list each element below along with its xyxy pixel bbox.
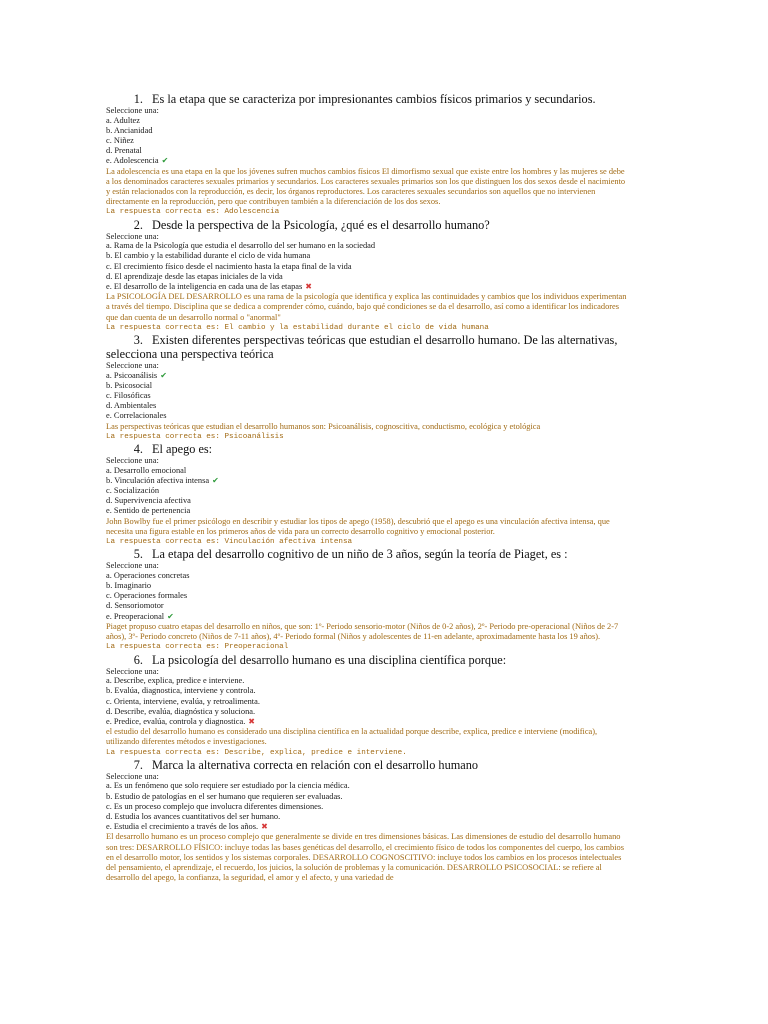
answer-option-label: c. Niñez — [106, 136, 134, 145]
answer-option-label: b. Evalúa, diagnostica, interviene y controla. — [106, 686, 256, 696]
question-title — [106, 547, 630, 561]
answer-option[interactable] — [106, 822, 630, 832]
question-title — [106, 442, 630, 456]
answer-option-label: e. El desarrollo de la inteligencia en cada una de las etapas — [106, 282, 303, 292]
question-text: La psicología del desarrollo humano es una disciplina científica porque: — [152, 652, 507, 667]
question-number: 7. — [133, 757, 143, 772]
question-block — [106, 442, 630, 547]
checkmark-icon: ✔ — [161, 156, 169, 166]
feedback-text: el estudio del desarrollo humano es considerado una disciplina científica en la actualidad porque describe, explica, predice e interviene (modifica), utilizando diferentes métodos e investigaciones. — [106, 727, 598, 747]
cross-icon: ✖ — [261, 822, 268, 832]
answer-option-label: a. Adultez — [106, 115, 140, 125]
answer-option[interactable] — [106, 381, 630, 391]
answer-option[interactable] — [106, 697, 630, 707]
answer-option[interactable] — [106, 391, 630, 401]
question-number: 4. — [133, 442, 143, 457]
select-one-label: Seleccione una: — [106, 231, 159, 241]
answer-option[interactable] — [106, 781, 630, 791]
select-one-label: Seleccione una: — [106, 361, 159, 371]
feedback-text: Las perspectivas teóricas que estudian el desarrollo humanos son: Psicoanálisis, cognoscitiva, conductismo, ecológica y etológica — [106, 421, 541, 431]
question-number: 3. — [133, 333, 143, 348]
answer-option[interactable] — [106, 486, 630, 496]
question-block — [106, 92, 630, 218]
answer-option-label: b. Ancianidad — [106, 125, 153, 135]
select-one-label: Seleccione una: — [106, 456, 159, 466]
question-title — [106, 333, 630, 361]
checkmark-icon: ✔ — [212, 475, 219, 485]
answer-option[interactable] — [106, 126, 630, 136]
feedback-text: Piaget propuso cuatro etapas del desarrollo en niños, que son: 1º- Periodo sensorio-motor (Niños de 0-2 años), 2º- Periodo pre-operacional (Niños de 2-7 años), 3º- Periodo concreto (Niños de 7-11 años), 4º- Periodo formal (Niños y adolescentes de 11-en adelante, aproximadamente hasta los 19 años). — [106, 621, 619, 642]
answer-option-label: b. Vinculación afectiva intensa — [106, 475, 210, 485]
question-number: 5. — [133, 547, 143, 562]
answer-option[interactable] — [106, 466, 630, 476]
answer-option-label: c. Operaciones formales — [106, 591, 188, 601]
feedback-text: John Bowlby fue el primer psicólogo en describir y estudiar los tipos de apego (1958), descubrió que el apego es una vinculación afectiva intensa, que necesita una figura estable en los primeros años de vida para un correcto desarrollo cognitivo y emocional posterior. — [106, 516, 610, 536]
answer-option-label: c. El crecimiento físico desde el nacimiento hasta la etapa final de la vida — [106, 261, 352, 271]
question-text: Marca la alternativa correcta en relación con el desarrollo humano — [152, 757, 479, 772]
answer-option[interactable] — [106, 496, 630, 506]
correct-answer-text: La respuesta correcta es: Vinculación afectiva intensa — [106, 538, 353, 547]
answer-option-label: b. Imaginario — [106, 581, 152, 591]
feedback-text: La PSICOLOGÍA DEL DESARROLLO es una rama de la psicología que identifica y explica las continuidades y cambios que los individuos experimentan a través del tiempo. Disciplina que se dedica a comprender cómo, cuándo, bajo qué condiciones se da el desarrollo, así como a identificar los indicadores que dan cuenta de un desarrollo normal o "anormal" — [106, 292, 627, 322]
question-text: El apego es: — [152, 442, 213, 457]
answer-option[interactable] — [106, 411, 630, 421]
question-text: Desde la perspectiva de la Psicología, ¿qué es el desarrollo humano? — [152, 217, 490, 232]
answer-option[interactable] — [106, 686, 630, 696]
correct-answer-text: La respuesta correcta es: Psicoanálisis — [106, 432, 284, 441]
question-block — [106, 333, 630, 442]
answer-option-label: d. Sensoriomotor — [106, 601, 164, 611]
correct-answer-text: La respuesta correcta es: Preoperacional — [106, 643, 289, 652]
answer-option-label: a. Rama de la Psicología que estudia el desarrollo del ser humano en la sociedad — [106, 241, 376, 251]
answer-option[interactable] — [106, 581, 630, 591]
answer-option[interactable] — [106, 506, 630, 516]
answer-option-label: c. Orienta, interviene, evalúa, y retroalimenta. — [106, 696, 260, 706]
select-one-label: Seleccione una: — [106, 666, 159, 676]
answer-option-label: d. Describe, evalúa, diagnóstica y soluciona. — [106, 706, 256, 716]
answer-option[interactable] — [106, 401, 630, 411]
answer-option-label: b. Estudio de patologías en el ser humano que requieren ser evaluadas. — [106, 791, 343, 801]
answer-option-label: c. Es un proceso complejo que involucra diferentes dimensiones. — [106, 801, 324, 811]
quiz-review — [106, 92, 630, 883]
answer-option-label: a. Es un fenómeno que solo requiere ser estudiado por la ciencia médica. — [106, 781, 350, 791]
question-text: La etapa del desarrollo cognitivo de un niño de 3 años, según la teoría de Piaget, es : — [152, 547, 568, 562]
answer-option-label: e. Estudia el crecimiento a través de los años. — [106, 822, 259, 832]
answer-option[interactable] — [106, 156, 630, 166]
question-number: 2. — [133, 217, 143, 232]
question-title — [106, 92, 630, 106]
answer-option-label: a. Psicoanálisis — [106, 370, 158, 380]
answer-option-label: c. Socialización — [106, 486, 160, 496]
answer-option-label: e. Predice, evalúa, controla y diagnostica. — [106, 716, 246, 726]
answer-option[interactable] — [106, 282, 630, 292]
answer-option[interactable] — [106, 272, 630, 282]
answer-option-label: a. Describe, explica, predice e interviene. — [106, 676, 245, 686]
feedback-text: La adolescencia es una etapa en la que los jóvenes sufren muchos cambios físicos El dimorfismo sexual que existe entre los hombres y las mujeres se debe a los denominados caracteres sexuales primarios y secundarios. Los caracteres sexuales primarios son los que distinguen los dos sexos desde el nacimiento y están relacionados con la reproducción, es decir, los órganos reproductores. Los caracteres sexuales secundarios son aquellos que no intervienen directamente en la reproducción, pero que contribuyen también a la diferenciación de los dos sexos. — [106, 166, 626, 207]
select-one-label: Seleccione una: — [106, 561, 159, 571]
question-title — [106, 758, 630, 772]
answer-option[interactable] — [106, 612, 630, 622]
cross-icon: ✖ — [305, 282, 312, 292]
answer-option[interactable] — [106, 251, 630, 261]
question-title — [106, 218, 630, 232]
question-title — [106, 653, 630, 667]
answer-option[interactable] — [106, 717, 630, 727]
answer-option[interactable] — [106, 802, 630, 812]
select-one-label: Seleccione una: — [106, 771, 159, 781]
answer-option[interactable] — [106, 476, 630, 486]
question-block — [106, 218, 630, 333]
answer-option[interactable] — [106, 676, 630, 686]
answer-option-label: b. Psicosocial — [106, 380, 153, 390]
answer-option-label: a. Operaciones concretas — [106, 570, 190, 580]
answer-option-label: c. Filosóficas — [106, 391, 151, 401]
correct-answer-text: La respuesta correcta es: El cambio y la estabilidad durante el ciclo de vida humana — [106, 323, 489, 332]
answer-option-label: e. Preoperacional — [106, 611, 165, 621]
answer-option[interactable] — [106, 146, 630, 156]
answer-option[interactable] — [106, 707, 630, 717]
question-number: 6. — [133, 652, 143, 667]
select-one-label: Seleccione una: — [106, 106, 159, 115]
answer-option-label: e. Adolescencia — [106, 156, 159, 166]
question-block — [106, 547, 630, 652]
answer-option[interactable] — [106, 601, 630, 611]
answer-option[interactable] — [106, 262, 630, 272]
answer-option-label: d. El aprendizaje desde las etapas iniciales de la vida — [106, 271, 283, 281]
cross-icon: ✖ — [248, 716, 255, 726]
answer-option[interactable] — [106, 136, 630, 146]
answer-option-label: b. El cambio y la estabilidad durante el ciclo de vida humana — [106, 251, 311, 261]
answer-option[interactable] — [106, 591, 630, 601]
question-number: 1. — [133, 92, 143, 106]
question-block — [106, 653, 630, 758]
answer-option-label: a. Desarrollo emocional — [106, 465, 187, 475]
answer-option[interactable] — [106, 792, 630, 802]
answer-option-label: d. Estudia los avances cuantitativos del ser humano. — [106, 811, 281, 821]
checkmark-icon: ✔ — [160, 370, 167, 380]
feedback-text: El desarrollo humano es un proceso complejo que generalmente se divide en tres dimensiones básicas. Las dimensiones de estudio del desarrollo humano son tres: DESARROLLO FÍSICO: incluye todas las bases genéticas del desarrollo, el crecimiento físico de todos los componentes del cuerpo, los cambios en el desarrollo motor, los sentidos y los sistemas corporales. DESARROLLO COGNOSCITIVO: incluye todos los cambios en los procesos intelectuales del pensamiento, el aprendizaje, el recuerdo, los juicios, la solución de problemas y la comunicación. DESARROLLO PSICOSOCIAL: se refiere al desarrollo del apego, la confianza, la seguridad, el amor y el afecto, y una variedad de — [106, 832, 624, 883]
answer-option[interactable] — [106, 571, 630, 581]
question-text: Es la etapa que se caracteriza por impresionantes cambios físicos primarios y secundarios. — [152, 92, 596, 106]
answer-option[interactable] — [106, 371, 630, 381]
correct-answer-text: La respuesta correcta es: Describe, explica, predice e interviene. — [106, 748, 407, 757]
answer-option-label: e. Correlacionales — [106, 411, 167, 421]
answer-option[interactable] — [106, 241, 630, 251]
answer-option-label: d. Prenatal — [106, 146, 142, 156]
question-block — [106, 758, 630, 884]
correct-answer-text: La respuesta correcta es: Adolescencia — [106, 208, 280, 217]
answer-option-label: d. Ambientales — [106, 401, 157, 411]
answer-option[interactable] — [106, 812, 630, 822]
answer-option-label: e. Sentido de pertenencia — [106, 506, 191, 516]
answer-option-label: d. Supervivencia afectiva — [106, 496, 191, 506]
checkmark-icon: ✔ — [167, 611, 174, 621]
question-text: Existen diferentes perspectivas teóricas que estudian el desarrollo humano. De las alternativas, selecciona una perspectiva teórica — [106, 333, 618, 362]
answer-option[interactable] — [106, 116, 630, 126]
